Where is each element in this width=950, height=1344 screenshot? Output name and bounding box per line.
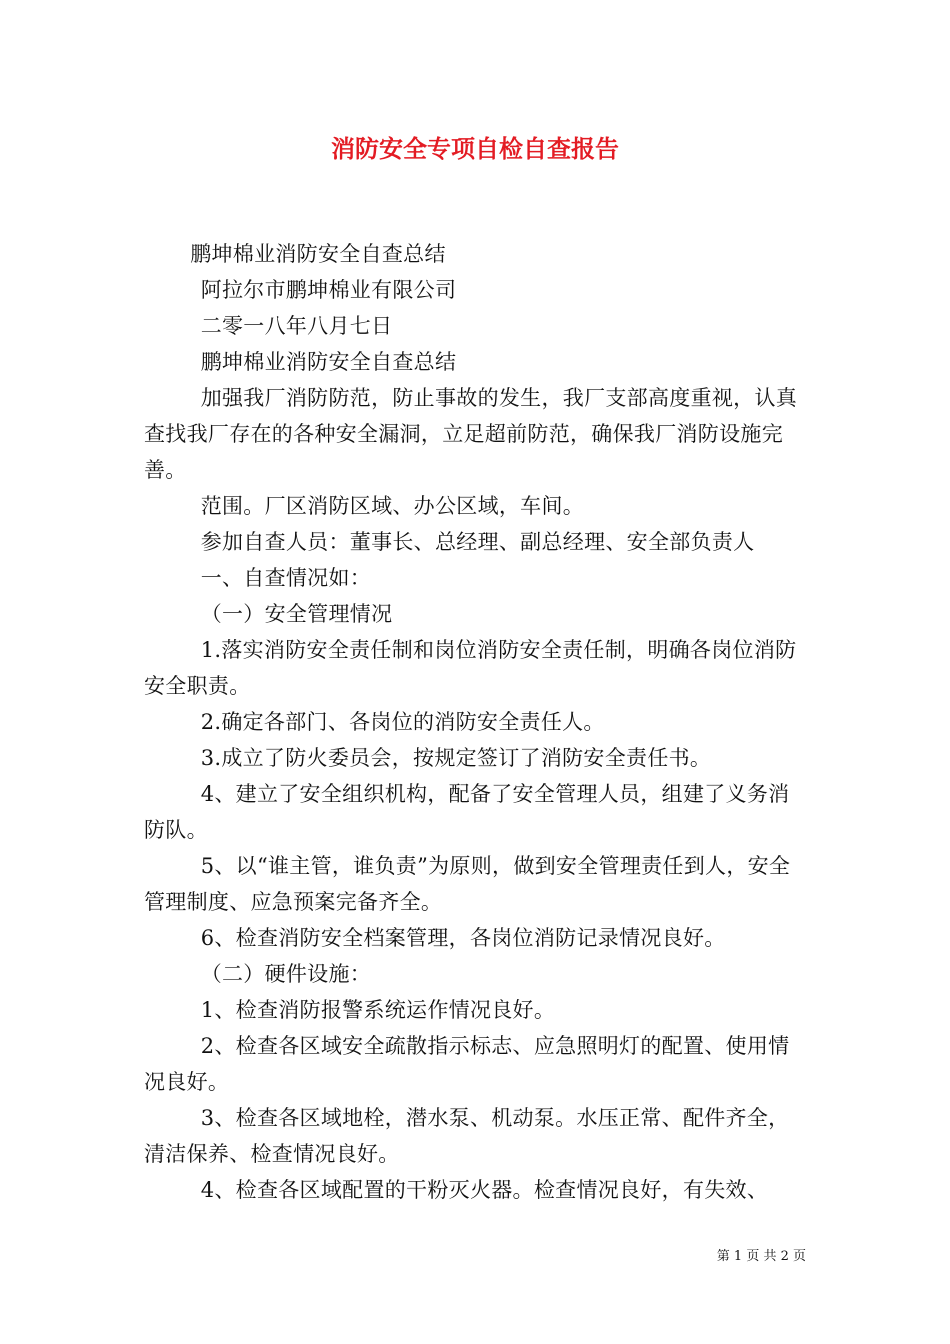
paragraph-item-3: 3.成立了防火委员会，按规定签订了消防安全责任书。: [200, 746, 712, 770]
paragraph-hardware-1: 1、检查消防报警系统运作情况良好。: [200, 998, 556, 1022]
paragraph-date: 二零一八年八月七日: [200, 314, 393, 338]
paragraph-scope: 范围。厂区消防区域、办公区域，车间。: [200, 494, 585, 518]
paragraph-heading-summary: 鹏坤棉业消防安全自查总结: [190, 242, 446, 266]
paragraph-intro: 加强我厂消防防范，防止事故的发生，我厂支部高度重视，认真查找我厂存在的各种安全漏洞，立足超前防范，确保我厂消防设施完善。: [144, 386, 798, 482]
paragraph-hardware-3: 3、检查各区域地栓，潜水泵、机动泵。水压正常、配件齐全，清洁保养、检查情况良好。: [144, 1106, 790, 1166]
paragraph-section-1: 一、自查情况如：: [200, 566, 372, 590]
page-number: 第 1 页 共 2 页: [716, 1249, 806, 1264]
paragraph-company-name: 阿拉尔市鹏坤棉业有限公司: [200, 278, 457, 302]
paragraph-subsection-management: （一）安全管理情况: [200, 602, 393, 626]
paragraph-hardware-2: 2、检查各区域安全疏散指示标志、应急照明灯的配置、使用情况良好。: [144, 1034, 790, 1094]
paragraph-hardware-4: 4、检查各区域配置的干粉灭火器。检查情况良好，有失效、: [200, 1178, 769, 1202]
paragraph-participants: 参加自查人员：董事长、总经理、副总经理、安全部负责人: [200, 530, 755, 554]
paragraph-item-2: 2.确定各部门、各岗位的消防安全责任人。: [200, 710, 605, 734]
document-title: 消防安全专项自检自查报告: [331, 135, 619, 163]
paragraph-item-1: 1.落实消防安全责任制和岗位消防安全责任制，明确各岗位消防安全职责。: [144, 638, 797, 698]
paragraph-item-6: 6、检查消防安全档案管理，各岗位消防记录情况良好。: [200, 926, 726, 950]
document-body: [144, 236, 806, 1208]
paragraph-item-5: 5、以“谁主管，谁负责”为原则，做到安全管理责任到人，安全管理制度、应急预案完备齐全。: [144, 854, 791, 914]
paragraph-item-4: 4、建立了安全组织机构，配备了安全管理人员，组建了义务消防队。: [144, 782, 790, 842]
paragraph-heading-summary-repeat: 鹏坤棉业消防安全自查总结: [200, 350, 457, 374]
paragraph-subsection-hardware: （二）硬件设施：: [200, 962, 372, 986]
